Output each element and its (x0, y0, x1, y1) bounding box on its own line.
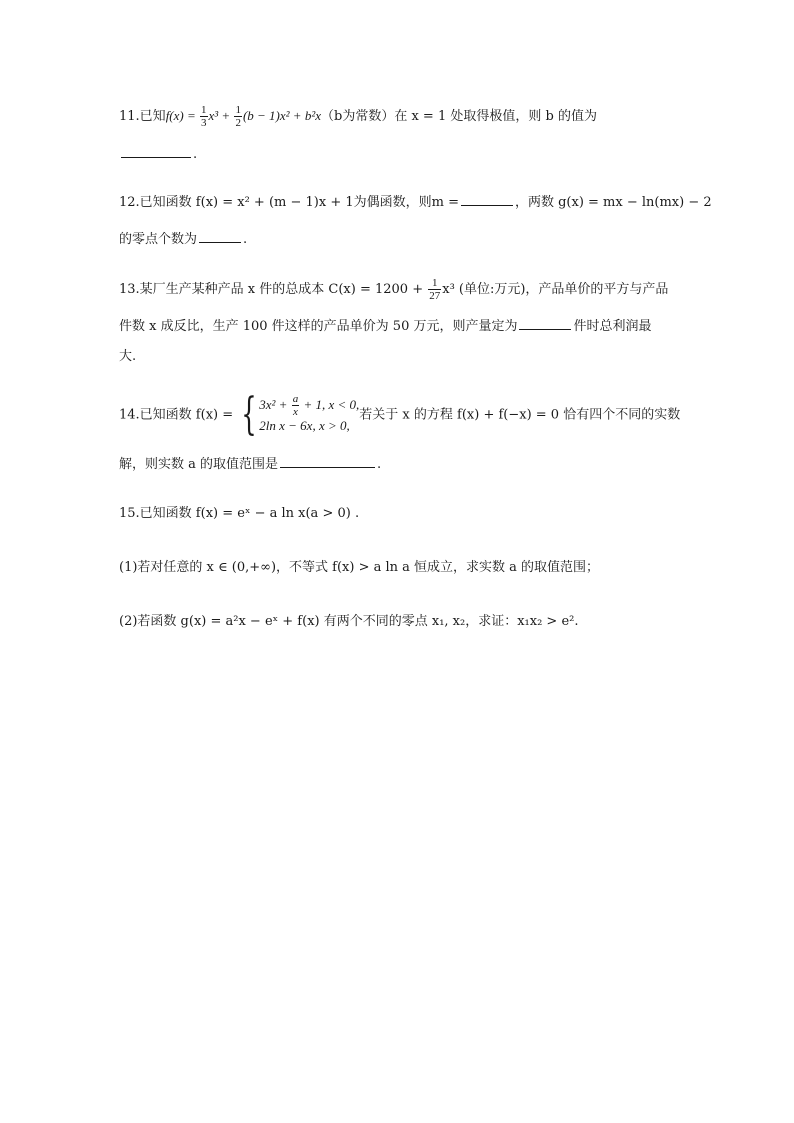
q14-blank-range[interactable] (280, 455, 375, 468)
q14-rest: 若关于 x 的方程 f(x) + f(−x) = 0 恰有四个不同的实数 (359, 407, 681, 423)
question-14 (119, 389, 681, 440)
question-11 (119, 104, 679, 129)
q12-line-1: 12.已知函数 f(x) = x² + (m − 1)x + 1为偶函数，则m = (119, 195, 459, 210)
q13-blank-quantity[interactable] (519, 317, 571, 330)
q12-end: . (243, 232, 248, 247)
question-13 (119, 277, 679, 302)
q12-line-2: 的零点个数为 (119, 232, 198, 247)
q11-fraction-2: $\frac{1}{2}$ (235, 104, 241, 129)
q14-end: . (377, 457, 382, 472)
q11-lhs: f(x) = (165, 108, 199, 123)
q11-label: 11.已知 (119, 109, 166, 124)
q15-part-1: (1)若对任意的 x ∈ (0,+∞)，不等式 f(x) > a ln a 恒成立，求实数 a 的取值范围； (119, 560, 600, 575)
question-12-line-2 (119, 229, 679, 251)
q11-fraction-1: $\frac{1}{3}$ (201, 104, 207, 129)
question-14-line-2 (119, 454, 679, 476)
q13-line-1b: x³ (单位:万元)，产品单价的平方与产品 (442, 282, 669, 297)
question-13-line-2 (119, 316, 679, 338)
q11-note: （b为常数） (321, 109, 395, 124)
q15-part-2: (2)若函数 g(x) = a²x − eˣ + f(x) 有两个不同的零点 x₁, x₂，求证：x₁x₂ > e². (119, 614, 579, 629)
q13-line-2a: 件数 x 成反比，生产 100 件这样的产品单价为 50 万元，则产量定为 (119, 319, 518, 334)
question-11-answer-line (119, 144, 679, 166)
q11-end: . (193, 147, 198, 162)
q11-term-1: x³ + (208, 108, 234, 123)
q11-answer-blank[interactable] (121, 145, 191, 158)
q13-line-2b: 件时总利润最 (573, 319, 652, 334)
q14-case-2: 2ln x − 6x, x > 0, (259, 418, 350, 433)
question-13-line-3 (119, 346, 679, 368)
question-15-part-1 (119, 557, 679, 579)
question-15-part-2 (119, 611, 679, 633)
q15-line: 15.已知函数 f(x) = eˣ − a ln x(a > 0) . (119, 506, 360, 521)
q14-label: 14.已知函数 f(x) = (119, 407, 238, 423)
q12-blank-m[interactable] (461, 193, 513, 206)
q13-fraction: $\frac{1}{27}$ (429, 277, 441, 302)
q14-piecewise (237, 389, 360, 440)
q12-blank-zeros[interactable] (199, 230, 241, 243)
question-15 (119, 503, 679, 525)
q14-case-1: 3x² + $\frac{a}{x}$ + 1, x < 0, (259, 393, 360, 418)
q13-line-1a: 13.某厂生产某种产品 x 件的总成本 C(x) = 1200 + (119, 282, 428, 297)
question-12 (119, 192, 712, 214)
q11-condition: 在 x = 1 处取得极值，则 b 的值为 (394, 109, 597, 124)
q14-brace: { (241, 389, 257, 440)
q11-term-2: (b − 1)x² + b²x (242, 108, 321, 123)
q13-line-3: 大. (119, 349, 137, 364)
q12-mid: ，两数 g(x) = mx − ln(mx) − 2 (514, 195, 712, 210)
q14-line-2: 解，则实数 a 的取值范围是 (119, 457, 279, 472)
